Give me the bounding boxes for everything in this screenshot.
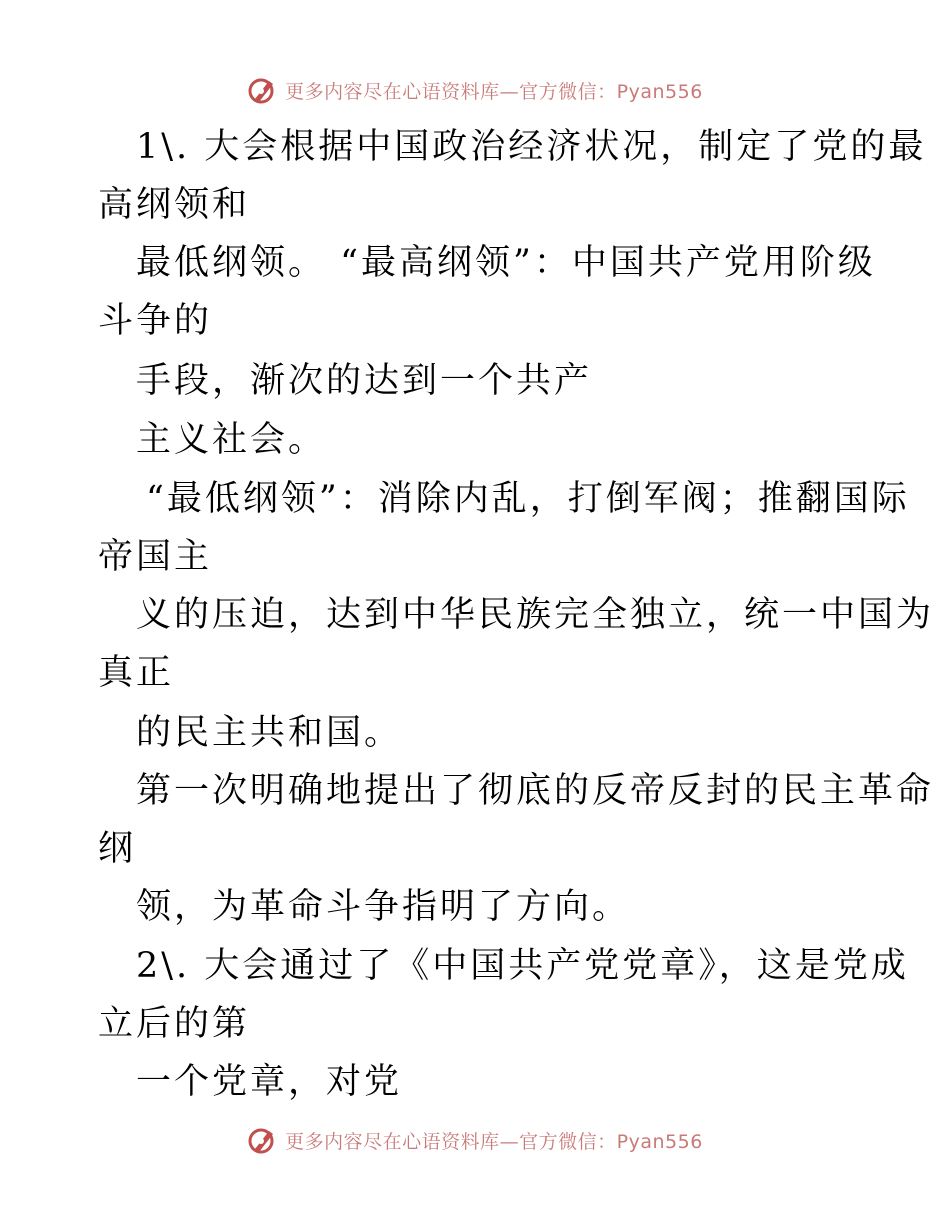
watermark-text: 更多内容尽在心语资料库—官方微信：Pyan556 [285,80,703,103]
text-line: 斗争的 [98,301,213,341]
text-line: 主义社会。 [136,420,327,460]
text-line: 第一次明确地提出了彻底的反帝反封的民主革命 [136,771,935,811]
text-line: 领，为革命斗争指明了方向。 [136,887,631,927]
text-line: 高纲领和 [98,185,251,225]
text-line: 义的压迫，达到中华民族完全独立，统一中国为 [136,595,935,635]
header-watermark [0,70,950,110]
watermark-text: 更多内容尽在心语资料库—官方微信：Pyan556 [285,1130,703,1153]
text-line: 1\. 大会根据中国政治经济状况，制定了党的最 [136,127,927,167]
watermark-handle: Pyan556 [616,80,703,103]
footer-watermark [0,1120,950,1160]
text-line: 帝国主 [98,537,213,577]
text-line: 最低纲领。 “最高纲领”：中国共产党用阶级 [136,243,876,283]
text-line: 立后的第 [98,1004,251,1044]
watermark-handle: Pyan556 [616,1130,703,1153]
text-line: 一个党章，对党 [136,1062,403,1102]
pen-logo-icon [247,75,277,105]
text-line: 手段，渐次的达到一个共产 [136,361,593,401]
text-line: 2\. 大会通过了《中国共产党党章》，这是党成 [136,946,909,986]
text-line: 纲 [98,829,137,869]
text-line: 的民主共和国。 [136,713,403,753]
text-line: 真正 [98,653,175,693]
pen-logo-icon [247,1125,277,1155]
text-line: “最低纲领”：消除内乱，打倒军阀；推翻国际 [146,479,910,519]
